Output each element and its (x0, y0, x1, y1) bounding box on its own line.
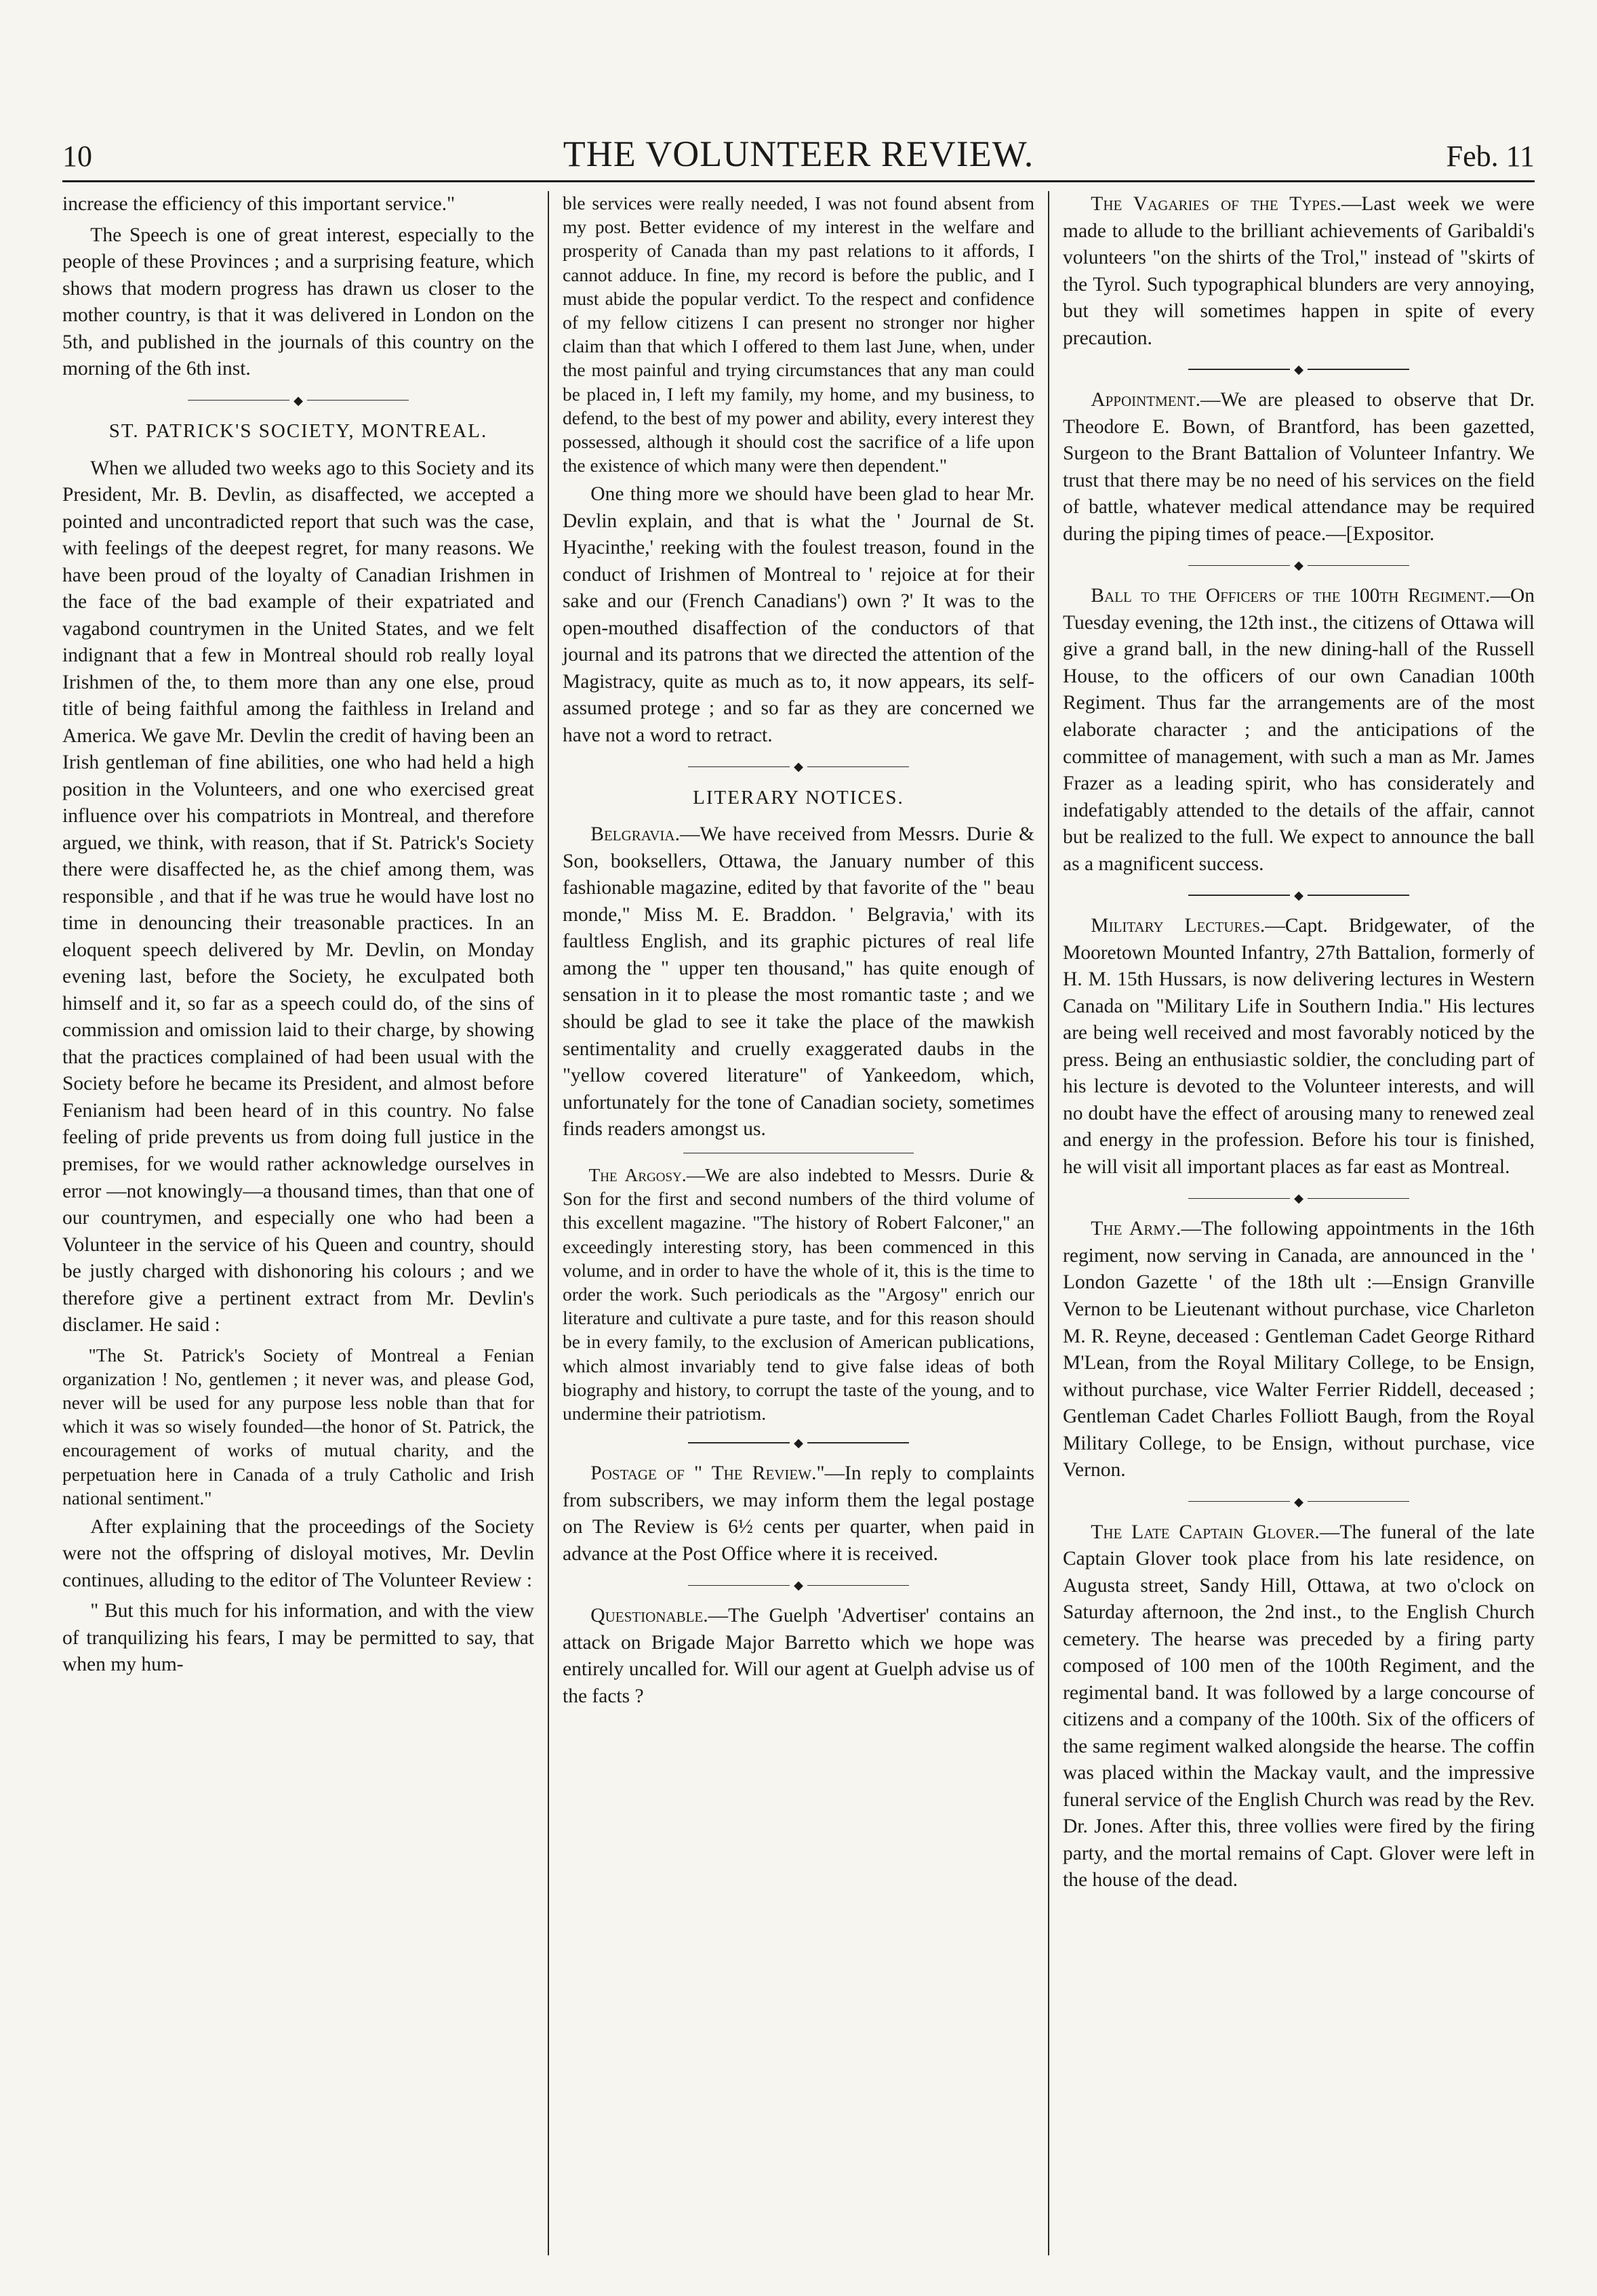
masthead-title: THE VOLUNTEER REVIEW. (563, 134, 1034, 174)
section-heading: ST. PATRICK'S SOCIETY, MONTREAL. (108, 419, 488, 442)
paragraph: increase the efficiency of this important service." (62, 193, 456, 215)
column-2 (549, 191, 1048, 2255)
notice-body: —The Guelph 'Advertiser' contains an attack on Brigade Major Barretto which we hope was entirely uncalled for. Will our agent at Guelph advise us of the facts ? (563, 1605, 1034, 1707)
separator-ornament: ◆ (563, 758, 1034, 775)
notice-body: —Last week we were made to allude to the brilliant achievements of Garibaldi's volunteers "on the shirts of the Trol," instead of "skirts of the Tyrol. Such typographical blunders are very annoying, but they will sometimes happen in spite of every precaution. (1063, 193, 1535, 349)
notice-body: —We are also indebted to Messrs. Durie & Son for the first and second numbers of the third volume of this excellent magazine. "The history of Robert Falconer," an exceedingly interesting story, has been commenced in this volume, and in order to have the whole of it, this is the time to order the work. Such periodicals as the "Argosy" enrich our literature and cultivate a pure taste, and for this reason should be in every family, to the exclusion of American publications, which almost invariably tend to give false ideas of both biography and history, to corrupt the taste of the young, and to undermine their patriotism. (563, 1164, 1034, 1424)
column-1 (62, 191, 548, 2255)
separator-ornament: ◆ (62, 392, 534, 409)
notice-lead: The Army. (1091, 1218, 1181, 1240)
notice-lead: The Vagaries of the Types. (1091, 193, 1341, 215)
notice-military-lectures (1063, 913, 1535, 1181)
notice-glover (1063, 1519, 1535, 1894)
notice-lead: Military Lectures. (1091, 915, 1266, 937)
notice-lead: Belgravia. (590, 823, 680, 846)
paragraph: The Speech is one of great interest, especially to the people of these Provinces ; and a surprising feature, which shows that modern progress has drawn us closer to the mother country, is that it was delivered in London on the 5th, and published in the journals of this country on the morning of the 6th inst. (62, 224, 534, 380)
column-3 (1049, 191, 1535, 2255)
paragraph: One thing more we should have been glad to hear Mr. Devlin explain, and that is what the ' Journal de St. Hyacinthe,' reeking with the foulest treason, found in the conduct of Irishmen of Montreal to ' rejoice at for their sake and our (French Canadians') own ?' It was to the open-mouthed disaffection of the conductors of that journal and its patrons that we directed the attention of the Magistracy, quite as much as to, it now appears, its self-assumed protege ; and so far as they are concerned we have not a word to retract. (563, 483, 1034, 746)
notice-lead: The Argosy. (588, 1164, 687, 1186)
columns (62, 191, 1535, 2255)
paragraph: When we alluded two weeks ago to this Society and its President, Mr. B. Devlin, as disaffected, we accepted a pointed and uncontradicted report that such was the case, with feelings of the deepest regret, for many reasons. We have been proud of the loyalty of Canadian Irishmen in the face of the bad example of their expatriated and vagabond countrymen in the United States, and we felt indignant that a few in Montreal should rob really loyal Irishmen of the, to them more than any one else, proud title of being faithful among the faithless in Ireland and America. We gave Mr. Devlin the credit of having been an Irish gentleman of fine abilities, one who had held a high position in the Volunteers, and one who exercised great influence over his compatriots in Montreal, and therefore argued, we think, with reason, that if St. Patrick's Society there were disaffected he, as the chief among them, was responsible , and that if he was true he would have lost no time in denouncing their treasonable practices. In an eloquent speech delivered by Mr. Devlin, on Monday evening last, before the Society, he exculpated both himself and it, so far as a speech could do, of the sins of commission and omission laid to their charge, by showing that the practices complained of had been usual with the Society before he became its President, and almost before Fenianism had been heard of in this country. No false feeling of pride prevents us from doing full justice in the premises, for we would rather acknowledge ourselves in error —not knowingly—a thousand times, than that one of our countrymen, and especially one who had been a Volunteer in the service of his Queen and country, should be justly charged with dishonoring his colours ; and we therefore give a pertinent extract from Mr. Devlin's disclamer. He said : (62, 457, 534, 1336)
issue-date: Feb. 11 (1446, 140, 1535, 173)
notice-lead: Ball to the Officers of the 100th Regiment. (1091, 585, 1491, 607)
notice-body: —We are pleased to observe that Dr. Theodore E. Bown, of Brantford, has been gazetted, Surgeon to the Brant Battalion of Volunteer Infantry. We trust that there may be no need of his services on the field of battle, whatever medical attendance may be required during the piping times of peace.—[Expositor. (1063, 389, 1535, 545)
block-quote: "The St. Patrick's Society of Montreal a Fenian organization ! No, gentlemen ; it never was, and please God, never will be used for any purpose less noble than that for which it was so wisely founded—the honor of St. Patrick, the encouragement of works of mutual charity, and the perpetuation here in Canada of a truly Catholic and Irish national sentiment." (62, 1344, 534, 1509)
notice-questionable (563, 1603, 1034, 1710)
notice-body: —The following appointments in the 16th regiment, now serving in Canada, are announced in the ' London Gazette ' of the 18th ult :—Ensign Granville Vernon to be Lieutenant without purchase, vice Charleton M. R. Reyne, deceased : Gentleman Cadet George Rithard M'Lean, from the Royal Military College, to be Ensign, without purchase, vice Walter Ferrier Riddell, deceased ; Gentleman Cadet Charles Folliott Baugh, from the Royal Military College, to be Ensign, without purchase, vice Vernon. (1063, 1218, 1535, 1481)
notice-lead: Questionable. (590, 1605, 708, 1627)
notice-body: —On Tuesday evening, the 12th inst., the citizens of Ottawa will give a grand ball, in the new dining-hall of the Russell House, to the officers of our own Canadian 100th Regiment. Thus far the arrangements are of the most elaborate character ; and the anticipations of the committee of management, with such a man as Mr. James Frazer as a leading spirit, who has considerately and indefatigably attended to the details of the affair, cannot but be realized to the full. We expect to announce the ball as a magnificent success. (1063, 585, 1535, 875)
notice-belgravia (563, 821, 1034, 1143)
separator-ornament: ◆ (563, 1577, 1034, 1593)
section-heading: LITERARY NOTICES. (693, 786, 904, 808)
paragraph: ble services were really needed, I was not found absent from my post. Better evidence of my interest in the welfare and prosperity of Canada than my past relations to it affords, I cannot adduce. In fine, my record is before the public, and I must abide the popular verdict. To the respect and confidence of my fellow citizens I can present no stronger nor higher claim than that which I offered to them last June, when, under the most painful and trying circumstances that any man could be placed in, I left my family, my home, and my business, to defend, to the best of my power and ability, every interest they possessed, although it should cost the sacrifice of a life upon the existence of which many were then dependent." (563, 192, 1034, 476)
separator-ornament: ◆ (1063, 361, 1535, 377)
notice-postage (563, 1460, 1034, 1567)
notice-body: —We have received from Messrs. Durie & Son, booksellers, Ottawa, the January number of this fashionable magazine, edited by that favorite of the " beau monde," Miss M. E. Braddon. ' Belgravia,' with its faultless English, and its graphic pictures of real life among the " upper ten thousand," has quite enough of sensation in it to please the most romantic taste ; and we should be glad to see it take the place of the mawkish sentimentality and cruelly exaggerated daubs in the "yellow covered literature" of Yankeedom, which, unfortunately for the tone of Canadian society, sometimes finds readers amongst us. (563, 823, 1034, 1141)
notice-argosy (563, 1163, 1034, 1425)
separator-ornament: ◆ (563, 1435, 1034, 1451)
notice-appointment (1063, 387, 1535, 548)
separator-ornament: ◆ (1063, 1494, 1535, 1510)
notice-body: —Capt. Bridgewater, of the Mooretown Mounted Infantry, 27th Battalion, formerly of H. M. 15th Hussars, is now delivering lectures in Western Canada on "Military Life in Southern India." His lectures are being well received and most favorably noticed by the press. Being an enthusiastic soldier, the concluding part of his lecture is devoted to the Volunteer interests, and will no doubt have the effect of arousing many to renewed zeal and energy in the profession. Before his tour is finished, he will visit all important places as far east as Montreal. (1063, 915, 1535, 1178)
notice-lead: Appointment. (1091, 389, 1200, 411)
notice-lead: Postage of " The Review." (590, 1462, 825, 1485)
separator-rule (563, 1153, 1034, 1154)
notice-lead: The Late Captain Glover. (1091, 1521, 1320, 1543)
separator-ornament: ◆ (1063, 887, 1535, 903)
notice-army (1063, 1216, 1535, 1483)
paragraph: After explaining that the proceedings of the Society were not the offspring of disloyal motives, Mr. Devlin continues, alluding to the editor of The Volunteer Review : (62, 1515, 534, 1591)
paragraph: " But this much for his information, and with the view of tranquilizing his fears, I may be permitted to say, that when my hum- (62, 1600, 534, 1676)
page-header (62, 133, 1535, 182)
notice-vagaries (1063, 191, 1535, 352)
page-number: 10 (62, 140, 92, 173)
separator-ornament: ◆ (1063, 1190, 1535, 1206)
notice-ball (1063, 583, 1535, 878)
notice-body: —In reply to complaints from subscribers, we may inform them the legal postage on The Review is 6½ cents per quarter, when paid in advance at the Post Office where it is received. (563, 1462, 1034, 1565)
separator-ornament: ◆ (1063, 557, 1535, 573)
notice-body: —The funeral of the late Captain Glover took place from his late residence, on Augusta street, Sandy Hill, Ottawa, at two o'clock on Saturday afternoon, the 2nd inst., to the English Church cemetery. The hearse was preceded by a firing party composed of 100 men of the 100th Regiment, and the regimental band. It was followed by a large concourse of citizens and a company of the 100th. Six of the officers of the same regiment walked alongside the hearse. The coffin was placed within the Mackay vault, and the impressive funeral service of the English Church was read by the Rev. Dr. Jones. After this, three vollies were fired by the firing party, and the mortal remains of Capt. Glover were left in the house of the dead. (1063, 1521, 1535, 1891)
